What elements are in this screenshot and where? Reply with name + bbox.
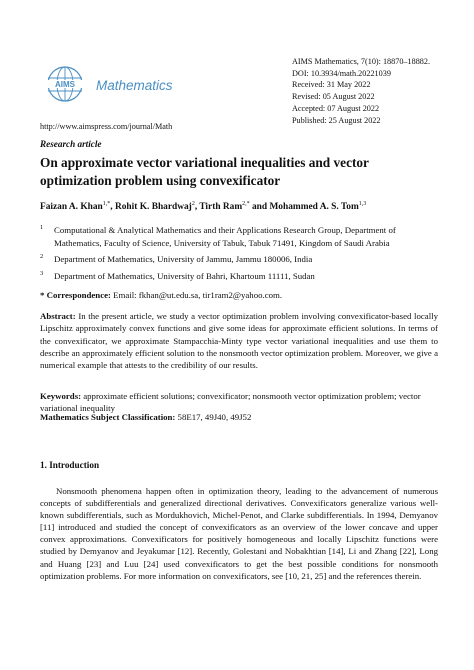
- author-separator: ,: [194, 202, 200, 212]
- pubinfo-accepted: Accepted: 07 August 2022: [292, 103, 380, 113]
- author-name: Tirth Ram: [199, 202, 243, 212]
- abstract: [40, 310, 438, 371]
- subject-classification: [40, 412, 251, 422]
- section-heading: 1. Introduction: [40, 460, 100, 470]
- pubinfo-doi[interactable]: DOI: 10.3934/math.20221039: [292, 68, 391, 78]
- article-type: Research article: [40, 139, 102, 149]
- author-name: Faizan A. Khan: [40, 202, 103, 212]
- author-name: Mohammed A. S. Tom: [269, 202, 359, 212]
- logo-text: AIMS: [55, 80, 75, 89]
- author-name: Rohit K. Bhardwaj: [114, 202, 192, 212]
- msc-codes: 58E17, 49J40, 49J52: [175, 412, 252, 422]
- journal-url[interactable]: http://www.aimspress.com/journal/Math: [40, 122, 173, 131]
- keywords: [40, 390, 438, 415]
- affiliation-item: [40, 253, 440, 266]
- author-affil-mark: 1,*: [102, 201, 111, 207]
- affiliation-text: Department of Mathematics, University of Jammu, Jammu 180006, India: [54, 254, 313, 264]
- pubinfo-citation: AIMS Mathematics, 7(10): 18870–18882.: [292, 57, 431, 66]
- msc-label: Mathematics Subject Classification:: [40, 412, 176, 422]
- intro-paragraph: Nonsmooth phenomena happen often in optimization theory, leading to the advancement of numerous concepts of subdifferentials and generalized directional derivatives. Convexificators generalize various well-known subdifferentials, such as Mordukhovich, Michel-Penot, and Clarke subdifferentials. In 1994, Demyanov [11] introduced and studied the concept of convexificators as an overview of the lower concave and upper convex approximations. Convexificators for positively homogeneous and locally Lipschitz functions were studied by Demyanov and Jeyakumar [12]. Recently, Golestani and Nobakhtian [14], Li and Zhang [22], Long and Huang [23] and Luu [24] used convexificators to get the best possible conditions for nonsmooth optimization problems. For more information on convexificators, see [10, 21, 25] and the references therein.: [40, 486, 438, 581]
- pubinfo-published: Published: 25 August 2022: [292, 115, 381, 125]
- aims-globe-logo: [40, 64, 90, 108]
- affiliation-number: 3: [40, 269, 44, 277]
- correspondence-emails[interactable]: Email: fkhan@ut.edu.sa, tir1ram2@yahoo.com.: [110, 290, 283, 300]
- affiliation-text: Department of Mathematics, University of Bahri, Khartoum 11111, Sudan: [54, 270, 315, 281]
- paper-title: On approximate vector variational inequalities and vector optimization problem using convexificator: [40, 155, 369, 188]
- abstract-text: In the present article, we study a vector optimization problem involving convexificator-based locally Lipschitz approximately convex functions and give some ideas for approximate efficient solutions. In terms of the convexificator, we approximate Stampacchia-Minty type vector variational inequalities and use them to describe an approximately efficient solution to the nonsmooth vector optimization problem. Moreover, we give a numerical example that attests to the credibility of our results.: [40, 311, 438, 371]
- author-affil-mark: 2: [191, 201, 195, 207]
- keywords-text: approximate efficient solutions; convexificator; nonsmooth vector optimization problem; vector variational inequality: [40, 391, 421, 414]
- correspondence: [40, 290, 282, 300]
- abstract-label: Abstract:: [40, 311, 76, 321]
- pubinfo-received: Received: 31 May 2022: [292, 80, 371, 90]
- publication-info: [292, 56, 430, 126]
- author-affil-mark: 2,*: [242, 201, 250, 207]
- correspondence-label: * Correspondence:: [40, 290, 111, 300]
- affiliation-item: [40, 224, 440, 249]
- author-separator: ,: [110, 202, 115, 212]
- affiliation-text: Computational & Analytical Mathematics and their Applications Research Group, Department of Mathematics, Faculty of Science, University of Tabuk, Tabuk 71491, Kingdom of Saudi Arabia: [54, 225, 396, 248]
- keywords-label: Keywords:: [40, 391, 82, 401]
- affiliation-item: [40, 270, 440, 283]
- author-affil-mark: 1,3: [358, 201, 367, 207]
- author-list: [40, 201, 366, 212]
- affiliation-number: 1: [40, 224, 44, 231]
- affiliation-number: 2: [40, 253, 44, 260]
- affiliations: [40, 224, 440, 286]
- author-separator: and: [249, 202, 270, 212]
- pubinfo-revised: Revised: 05 August 2022: [292, 92, 375, 102]
- journal-name: Mathematics: [96, 78, 173, 93]
